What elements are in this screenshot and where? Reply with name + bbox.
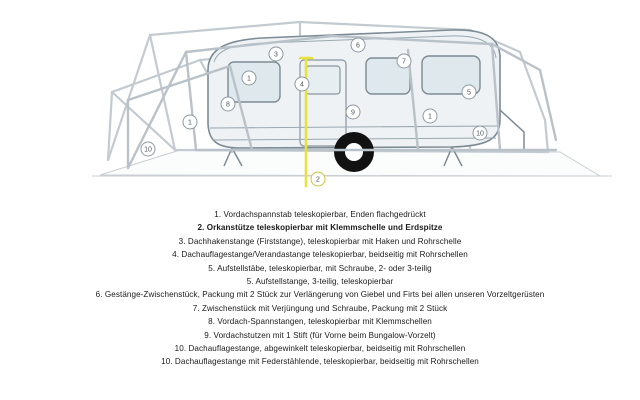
legend-item: 5. Aufstellstange, 3-teilig, teleskopierbar [246,277,394,287]
svg-text:7: 7 [402,58,406,66]
svg-text:6: 6 [356,42,360,50]
svg-text:5: 5 [467,89,471,97]
legend-item: 4. Dachauflagestange/Verandastange teleskopierbar, beidseitig mit Rohrschellen [172,250,468,260]
marker-10a [473,126,487,140]
legend-item: 9. Vordachstutzen mit 1 Stift (für Vorne beim Bungalow-Vorzelt) [204,330,436,340]
marker-2 [311,172,325,186]
marker-3 [269,47,283,61]
svg-text:8: 8 [226,101,230,109]
caravan-wheel [334,132,374,172]
svg-text:10: 10 [476,130,484,138]
legend-item: 8. Vordach-Spannstangen, teleskopierbar mit Klemmschellen [208,317,432,327]
marker-1a [183,115,197,129]
legend-item: 3. Dachhakenstange (Firststange), teleskopierbar mit Haken und Rohrschelle [178,236,462,246]
marker-5 [462,85,476,99]
legend-item: 5. Aufstellstäbe, teleskopierbar, mit Schraube, 2- oder 3-teilig [208,263,432,273]
svg-text:1: 1 [188,119,192,127]
marker-1c [423,109,437,123]
marker-8 [221,97,235,111]
legend-item: 2. Orkanstütze teleskopierbar mit Klemmschelle und Erdspitze [197,223,443,233]
svg-text:1: 1 [428,113,432,121]
legend-item: 10. Dachauflagestange mit Federstählende, teleskopierbar, beidseitig mit Rohrschellen [161,357,479,367]
svg-text:9: 9 [351,109,355,117]
marker-4 [295,77,309,91]
marker-9 [346,105,360,119]
legend-item: 10. Dachauflagestange, abgewinkelt teleskopierbar, beidseitig mit Rohrschellen [174,344,466,354]
svg-text:4: 4 [300,81,304,89]
svg-text:2: 2 [316,176,320,184]
marker-10b [141,142,155,156]
marker-7 [397,54,411,68]
legend-item: 6. Gestänge-Zwischenstück, Packung mit 2 Stück zur Verlängerung von Giebel und Firts bei allen unseren Vorzeltgerüsten [95,290,545,300]
marker-6 [351,38,365,52]
legend-item: 7. Zwischenstück mit Verjüngung und Schraube, Packung mit 2 Stück [192,303,448,313]
svg-text:10: 10 [144,146,152,154]
marker-1b [242,71,256,85]
legend-item: 1. Vordachspannstab teleskopierbar, Enden flachgedrückt [214,210,426,219]
legend-list [0,208,640,369]
svg-text:1: 1 [247,75,251,83]
svg-text:3: 3 [274,51,278,59]
